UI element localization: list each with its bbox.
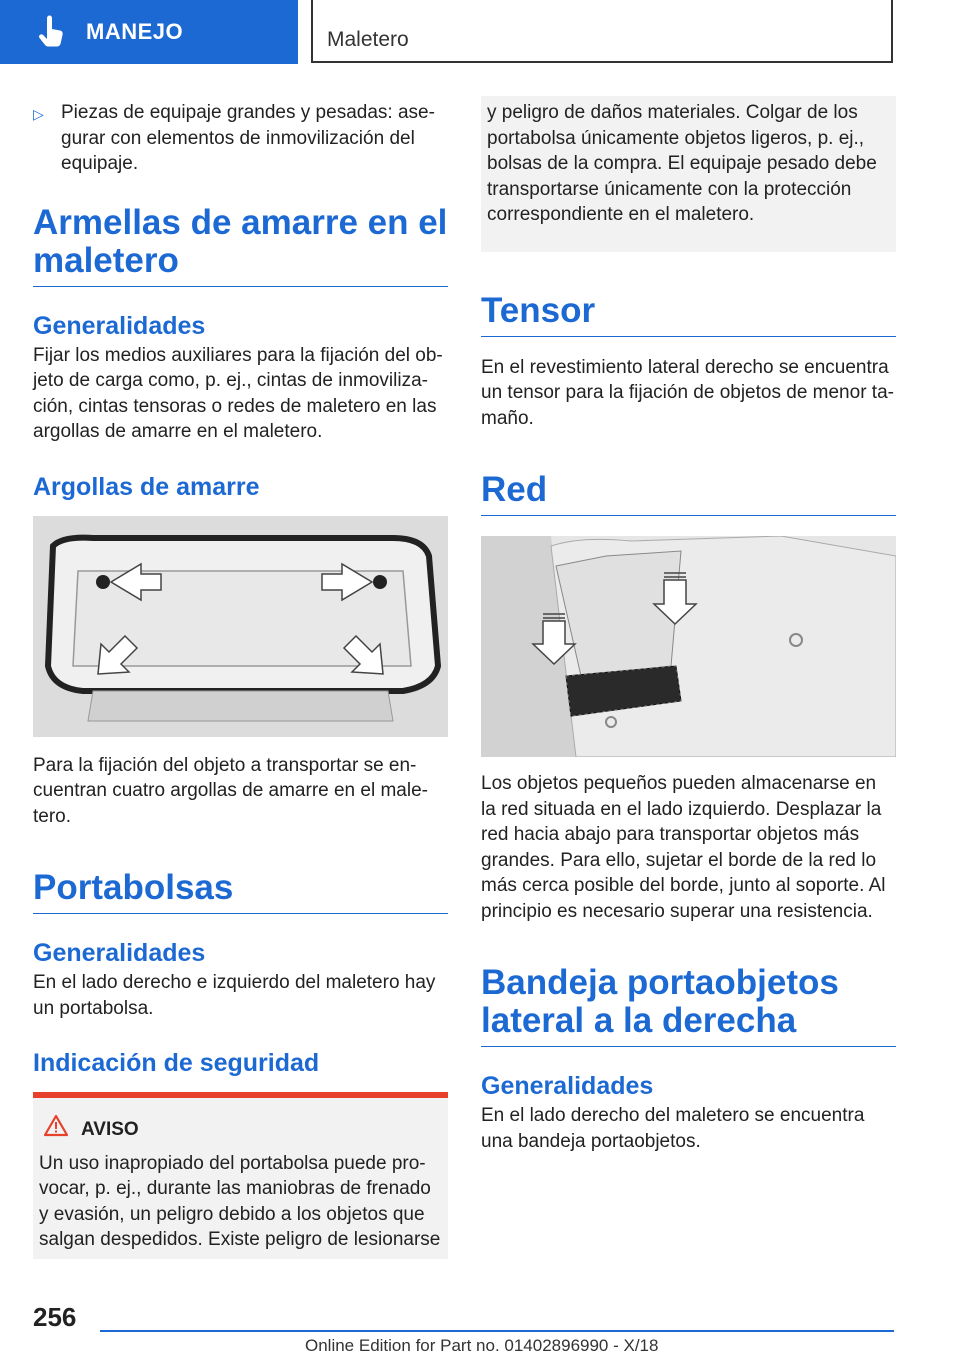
heading-portabolsas: Portabolsas [33,869,448,914]
heading-seguridad: Indicación de seguridad [33,1049,320,1077]
page-number: 256 [33,1302,77,1332]
paragraph: En el lado derecho e izquierdo del maletero hay un portabolsa. [33,972,436,1019]
pointing-hand-icon [32,12,72,52]
heading-generalidades: Generalidades [33,939,206,967]
paragraph: Fijar los medios auxiliares para la fijación del ob-jeto de carga como, p. ej., cintas de inmoviliza-ción, cintas tensoras o redes de maletero en las argollas de amarre en el maletero. [33,344,443,442]
warning-box-continued [481,96,896,252]
heading-tensor: Tensor [481,292,896,337]
heading-red: Red [481,471,896,516]
paragraph: Para la fijación del objeto a transportar se en-cuentran cuatro argollas de amarre en el male-tero. [33,754,428,827]
section-tab[interactable] [0,0,298,64]
chapter-title: Maletero [327,28,409,51]
edition-text: Online Edition for Part no. 01402896990 - X/18 [305,1336,659,1355]
right-column [481,100,896,1154]
triangle-bullet-icon: ▷ [33,106,44,122]
paragraph: En el revestimiento lateral derecho se encuentra un tensor para la fijación de objetos de menor ta-maño. [481,356,894,429]
heading-armellas: Armellas de amarre en el maletero [33,204,448,287]
heading-argollas: Argollas de amarre [33,472,260,501]
paragraph: Los objetos pequeños pueden almacenarse en la red situada en el lado izquierdo. Desplazar la red hacia abajo para transportar objetos más grandes. Para ello, sujetar el borde de la red lo más cerca posible del borde, junto al soporte. Al principio es necesario superar una resistencia. [481,773,886,922]
heading-bandeja: Bandeja portaobjetos lateral a la derecha [481,964,896,1047]
left-column [33,100,448,1259]
warning-box [33,1092,448,1259]
chapter-header [311,0,893,63]
section-label: MANEJO [86,19,184,44]
warning-text: Un uso inapropiado del portabolsa puede pro-vocar, p. ej., durante las maniobras de frenado y evasión, un peligro debido a los objetos que salgan despedidos. Existe peligro de lesionarse [39,1152,441,1250]
warning-label: AVISO [81,1118,139,1140]
warning-triangle-icon [43,1114,69,1145]
list-item [33,100,448,177]
bullet-text: Piezas de equipaje grandes y pesadas: ase-gurar con elementos de inmovilización del equipaje. [61,102,435,174]
warning-header [39,1114,442,1145]
trunk-net-image [481,536,896,757]
paragraph: En el lado derecho del maletero se encuentra una bandeja portaobjetos. [481,1105,865,1152]
footer-divider [100,1330,894,1332]
heading-generalidades: Generalidades [33,311,206,340]
heading-generalidades: Generalidades [481,1072,654,1100]
warning-text: y peligro de daños materiales. Colgar de los portabolsa únicamente objetos ligeros, p. ej., bolsas de la compra. El equipaje pesado debe transportarse únicamente con la protección correspondiente en el maletero. [487,102,877,225]
trunk-lashing-eyes-image [33,516,448,737]
